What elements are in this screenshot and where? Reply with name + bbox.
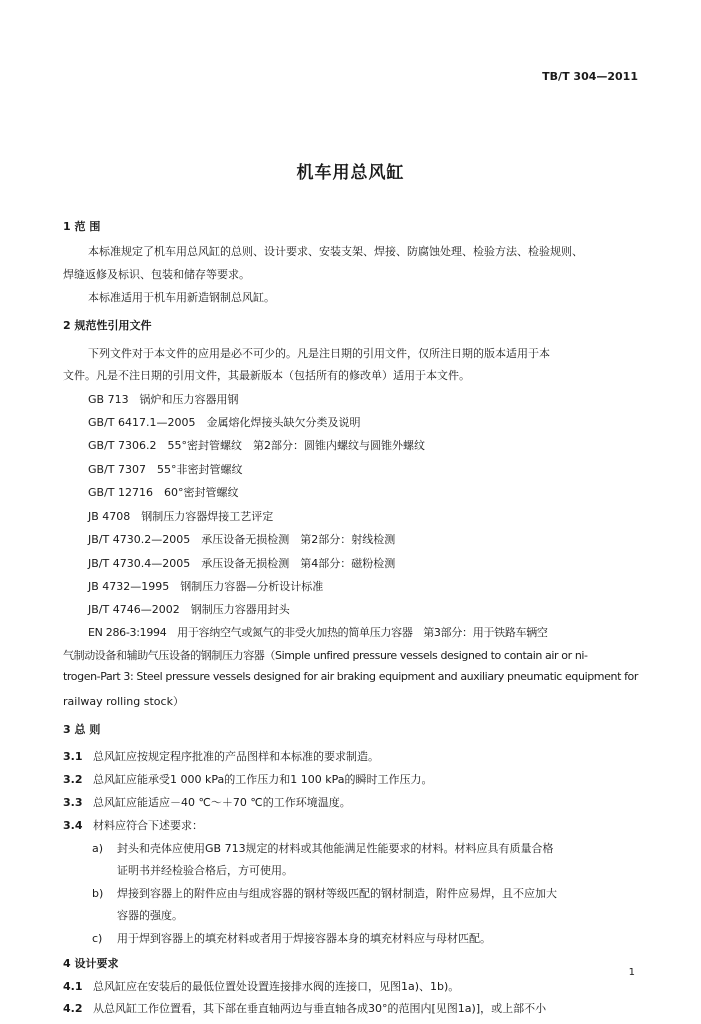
clause-number: 3.4 [63,819,83,832]
clause-text: 总风缸应在安装后的最低位置处设置连接排水阀的连接口，见图1a)、1b)。 [93,980,460,993]
standard-number: TB/T 304—2011 [542,70,638,83]
list-text-continued: 容器的强度。 [117,909,183,922]
clause-number: 3.3 [63,796,83,809]
reference-item-en: trogen-Part 3: Steel pressure vessels designed for air braking equipment and auxiliary pneumatic equipment for [63,670,638,683]
reference-item: GB/T 12716 60°密封管螺纹 [88,486,239,499]
list-text: 封头和壳体应使用GB 713规定的材料或其他能满足性能要求的材料。材料应具有质量合格 [117,842,554,855]
list-item-b [92,885,557,901]
reference-item-en: railway rolling stock） [63,695,184,708]
reference-item: JB 4732—1995 钢制压力容器—分析设计标准 [88,580,324,593]
clause-text: 总风缸应按规定程序批准的产品图样和本标准的要求制造。 [93,750,379,763]
clause-number: 3.2 [63,773,83,786]
section-1-heading: 1 范 围 [63,220,101,233]
paragraph-line: 文件。凡是不注日期的引用文件，其最新版本（包括所有的修改单）适用于本文件。 [63,369,470,382]
list-item-c [92,930,491,946]
section-3-heading: 3 总 则 [63,723,101,736]
reference-item: GB/T 7307 55°非密封管螺纹 [88,463,243,476]
reference-item: GB/T 6417.1—2005 金属熔化焊接头缺欠分类及说明 [88,416,361,429]
clause-4-1 [63,978,459,994]
list-marker: b) [92,887,104,900]
reference-item: GB/T 7306.2 55°密封管螺纹 第2部分：圆锥内螺纹与圆锥外螺纹 [88,439,425,452]
reference-item-en: EN 286-3:1994 用于容纳空气或氮气的非受火加热的简单压力容器 第3部分：用于铁路车辆空 [88,626,548,639]
list-text: 焊接到容器上的附件应由与组成容器的钢材等级匹配的钢材制造，附件应易焊，且不应加大 [117,887,557,900]
list-marker: a) [92,842,104,855]
clause-3-3 [63,794,351,810]
clause-3-1 [63,748,379,764]
clause-text: 总风缸应能适应－40 ℃～＋70 ℃的工作环境温度。 [93,796,351,809]
clause-number: 3.1 [63,750,83,763]
paragraph-line: 本标准适用于机车用新造钢制总风缸。 [88,291,275,304]
page-number: 1 [628,967,635,978]
clause-3-4 [63,817,203,833]
reference-item-en: 气制动设备和辅助气压设备的钢制压力容器（Simple unfired pressure vessels designed to contain air or ni- [63,649,588,662]
clause-4-2 [63,1000,546,1016]
clause-3-2 [63,771,432,787]
reference-item: JB 4708 钢制压力容器焊接工艺评定 [88,510,274,523]
clause-text: 总风缸应能承受1 000 kPa的工作压力和1 100 kPa的瞬时工作压力。 [93,773,433,786]
paragraph-line: 焊缝返修及标识、包装和储存等要求。 [63,268,250,281]
list-text: 用于焊到容器上的填充材料或者用于焊接容器本身的填充材料应与母材匹配。 [117,932,491,945]
list-text-continued: 证明书并经检验合格后，方可使用。 [117,864,293,877]
list-item-a [92,840,554,856]
reference-item: JB/T 4730.4—2005 承压设备无损检测 第4部分：磁粉检测 [88,557,396,570]
paragraph-line: 本标准规定了机车用总风缸的总则、设计要求、安装支架、焊接、防腐蚀处理、检验方法、检验规则、 [88,245,583,258]
reference-item: JB/T 4730.2—2005 承压设备无损检测 第2部分：射线检测 [88,533,396,546]
paragraph-line: 下列文件对于本文件的应用是必不可少的。凡是注日期的引用文件，仅所注日期的版本适用于本 [88,347,550,360]
section-4-heading: 4 设计要求 [63,957,119,970]
clause-number: 4.2 [63,1002,83,1015]
clause-text: 材料应符合下述要求： [93,819,203,832]
section-2-heading: 2 规范性引用文件 [63,319,152,332]
reference-item: GB 713 锅炉和压力容器用钢 [88,393,239,406]
clause-text: 从总风缸工作位置看，其下部在垂直轴两边与垂直轴各成30°的范围内[见图1a)]，或上部不小 [93,1002,547,1015]
clause-number: 4.1 [63,980,83,993]
reference-item: JB/T 4746—2002 钢制压力容器用封头 [88,603,290,616]
document-title: 机车用总风缸 [296,163,405,183]
list-marker: c) [92,932,103,945]
